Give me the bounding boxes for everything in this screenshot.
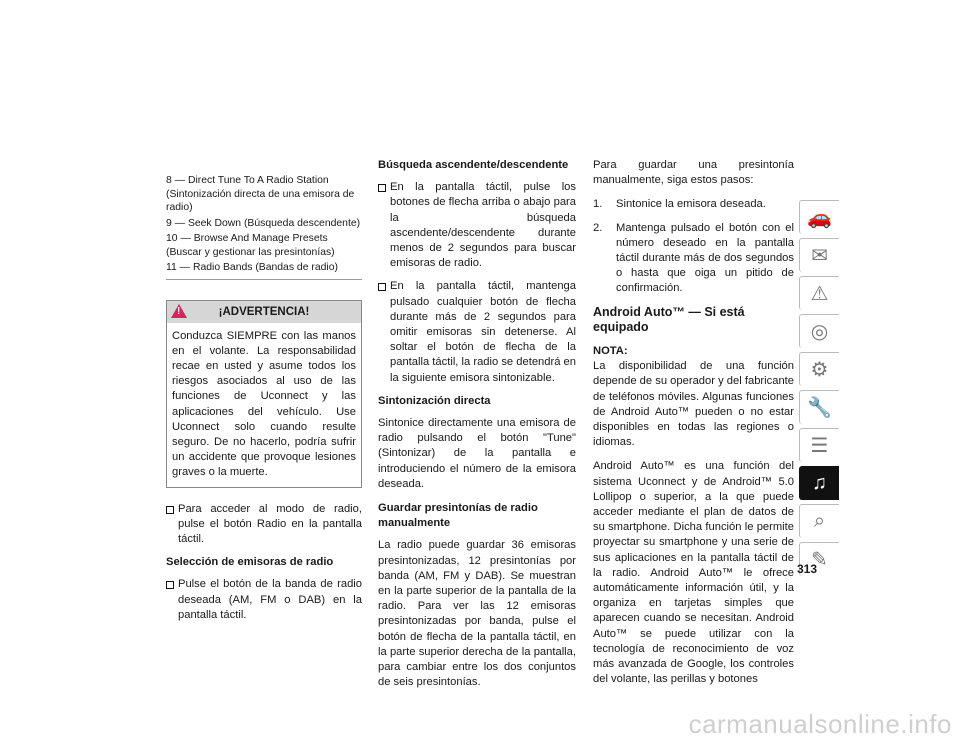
- warning-body: Conduzca SIEMPRE con las manos en el volante. La responsabilidad recae en usted y asume todos los riesgos asociados al uso de las funciones de Uconnect y las aplicaciones del vehículo. Use Uconnect solo cuando resulte seguro. De no hacerlo, podría sufrir un accidente que provoque lesiones graves o la muerte.: [172, 329, 356, 479]
- multimedia-icon[interactable]: ♫: [799, 466, 839, 500]
- legend-item: 11 — Radio Bands (Bandas de radio): [166, 262, 338, 273]
- para-save: La radio puede guardar 36 emisoras presintonizadas, 12 presintonías por banda (AM, FM y DAB). Se muestran en la parte superior de la pantalla de la radio. Para ver las 12 emisoras presintonizadas por banda, pulse el botón de flecha de la pantalla táctil, en la parte superior derecha de la pantalla, para cambiar entre los dos conjuntos de seis presintonías.: [378, 539, 576, 689]
- right-column: [593, 158, 794, 697]
- checkbox-bullet-icon: [378, 184, 386, 192]
- warning-header: [167, 301, 361, 323]
- languages-icon[interactable]: ✎: [799, 542, 839, 576]
- checkbox-bullet-icon: [378, 283, 386, 291]
- index-search-icon[interactable]: ⌕: [799, 504, 839, 538]
- legend-divider: [166, 279, 362, 280]
- heading-seek: Búsqueda ascendente/descendente: [378, 159, 569, 171]
- heading-select: Selección de emisoras de radio: [166, 556, 334, 569]
- note-label: NOTA:: [593, 345, 628, 358]
- step-text: Mantenga pulsado el botón con el número deseado en la pantalla táctil durante más de dos segundos o hasta que oiga un pitido de confirmación.: [616, 221, 794, 295]
- bullet-text: En la pantalla táctil, pulse los botones de flecha arriba o abajo para la búsqueda ascendente/descendente durante menos de 2 segundos para buscar emisoras de radio.: [390, 181, 576, 270]
- service-icon[interactable]: 🔧: [799, 390, 839, 424]
- mail-icon[interactable]: ✉: [799, 238, 839, 272]
- car-info-icon[interactable]: 🚗: [799, 200, 839, 234]
- legend-item: 8 — Direct Tune To A Radio Station (Sintonización directa de una emisora de radio): [166, 175, 355, 213]
- warning-triangle-icon: [171, 304, 187, 318]
- step-text: Sintonice la emisora deseada.: [616, 198, 766, 211]
- heading-android: Android Auto™ — Si está equipado: [593, 304, 745, 334]
- heading-direct: Sintonización directa: [378, 394, 491, 407]
- chapter-tabs: [799, 200, 841, 580]
- bullet-radio: [166, 502, 362, 548]
- steering-wheel-icon[interactable]: ◎: [799, 314, 839, 348]
- checkbox-bullet-icon: [166, 506, 174, 514]
- page-number: 313: [797, 562, 818, 576]
- warning-title: ¡ADVERTENCIA!: [218, 305, 310, 318]
- breakdown-icon[interactable]: ⚙: [799, 352, 839, 386]
- steps-list: [593, 197, 794, 296]
- left-column: [166, 174, 362, 631]
- step-number: 1.: [593, 198, 603, 211]
- note-text: La disponibilidad de una función depende de su operador y del fabricante de teléfonos móviles. Algunas funciones de Android Auto™ pueden o no estar disponibles en todas las regiones o idiomas.: [593, 360, 794, 449]
- para-intro: Para guardar una presintonía manualmente, siga estos pasos:: [593, 159, 794, 187]
- bullet-band: [166, 577, 362, 623]
- step-number: 2.: [593, 221, 603, 234]
- seat-safety-icon[interactable]: ⚠: [799, 276, 839, 310]
- warning-box: [166, 300, 362, 488]
- list-item: [593, 197, 794, 212]
- heading-save: Guardar presintonías de radio manualmente: [378, 502, 538, 530]
- bullet-seek-2: [378, 279, 576, 385]
- bullet-text: Para acceder al modo de radio, pulse el botón Radio en la pantalla táctil.: [178, 502, 362, 545]
- legend-item: 10 — Browse And Manage Presets (Buscar y gestionar las presintonías): [166, 233, 335, 258]
- para-android: Android Auto™ es una función del sistema Uconnect y de Android™ 5.0 Lollipop o superior, a la que puede acceder mediante el plan de datos de su smartphone. Dicha función le permite proyectar su smartphone y una serie de sus aplicaciones en la pantalla táctil de la radio. Android Auto™ le ofrece automáticamente información útil, y la organiza en tarjetas simples que aparecen cuando se necesitan. Android Auto™ se puede utilizar con la tecnología de reconocimiento de voz más avanzada de Google, los controles del volante, las perillas y botones: [593, 460, 794, 686]
- bullet-text: En la pantalla táctil, mantenga pulsado cualquier botón de flecha durante más de 2 segundos para omitir emisoras sin detenerse. Al soltar el botón de flecha de la pantalla táctil, la radio se detendrá en la siguiente emisora sintonizable.: [390, 280, 576, 384]
- specs-icon[interactable]: ☰: [799, 428, 839, 462]
- middle-column: [378, 158, 576, 700]
- list-item: [593, 221, 794, 297]
- watermark: carmanualsonline.info: [688, 709, 952, 739]
- figure-legend: [166, 174, 362, 275]
- legend-item: 9 — Seek Down (Búsqueda descendente): [166, 217, 361, 229]
- para-direct: Sintonice directamente una emisora de radio pulsando el botón "Tune" (Sintonizar) de la pantalla e introduciendo el número de la emisora deseada.: [378, 417, 576, 490]
- bullet-seek-1: [378, 180, 576, 271]
- bullet-text: Pulse el botón de la banda de radio deseada (AM, FM o DAB) en la pantalla táctil.: [178, 578, 362, 621]
- checkbox-bullet-icon: [166, 581, 174, 589]
